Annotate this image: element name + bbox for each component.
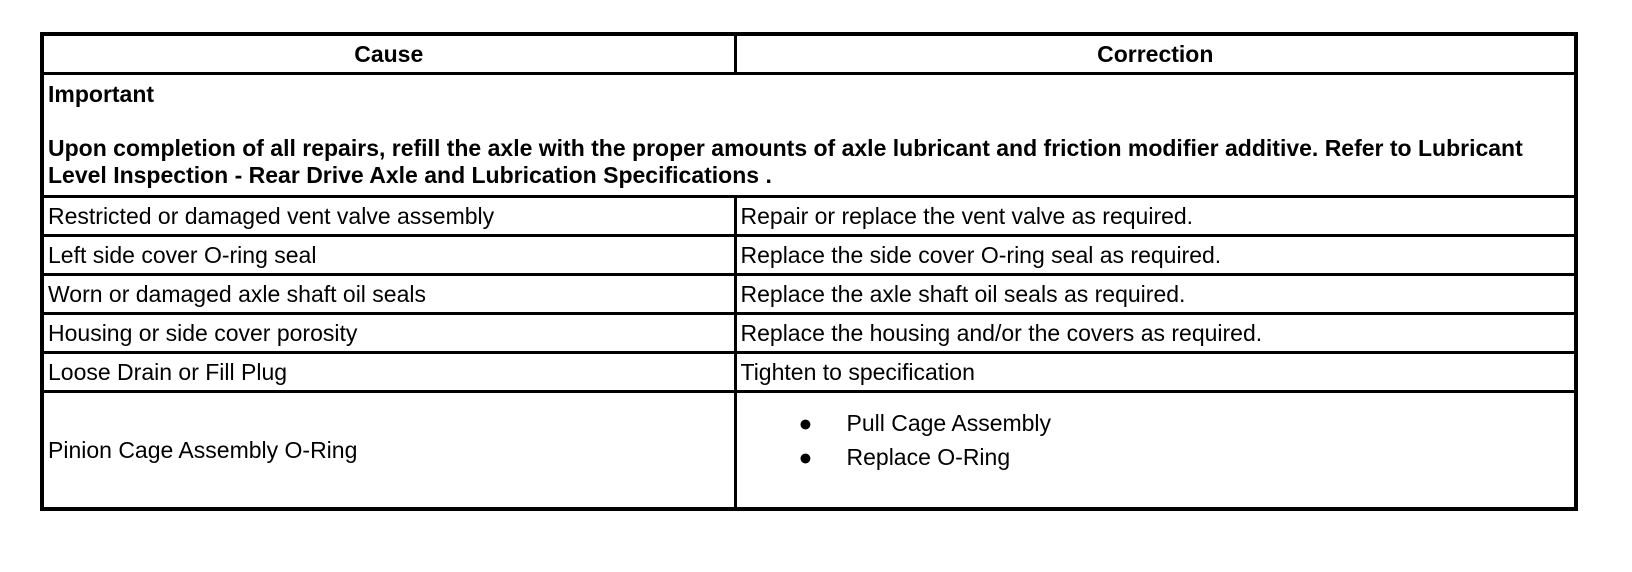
- important-note: [42, 74, 1576, 197]
- cause-cell: Left side cover O-ring seal: [42, 236, 735, 275]
- correction-cell: Repair or replace the vent valve as required.: [735, 197, 1576, 236]
- correction-steps-list: [741, 406, 1571, 494]
- table-row: [42, 197, 1576, 236]
- list-item-text: Replace O-Ring: [846, 444, 1011, 470]
- correction-cell: Replace the side cover O-ring seal as required.: [735, 236, 1576, 275]
- cause-cell: Restricted or damaged vent valve assembly: [42, 197, 735, 236]
- note-title: Important: [48, 81, 155, 107]
- header-correction: Correction: [735, 34, 1576, 74]
- header-row: [42, 34, 1576, 74]
- cause-cell: Pinion Cage Assembly O-Ring: [42, 392, 735, 510]
- correction-cell: [735, 392, 1576, 510]
- list-item: [799, 406, 1571, 440]
- correction-cell: Replace the axle shaft oil seals as required.: [735, 275, 1576, 314]
- table-row: [42, 392, 1576, 510]
- list-item-text: Pull Cage Assembly: [846, 410, 1052, 436]
- list-item: [799, 440, 1571, 474]
- cause-cell: Loose Drain or Fill Plug: [42, 353, 735, 392]
- cause-cell: Worn or damaged axle shaft oil seals: [42, 275, 735, 314]
- table-row: [42, 236, 1576, 275]
- cause-cell: Housing or side cover porosity: [42, 314, 735, 353]
- note-body: Upon completion of all repairs, refill the axle with the proper amounts of axle lubricant and friction modifier additive. Refer to Lubricant Level Inspection - Rear Drive Axle and Lubrication Specifications .: [48, 135, 1523, 188]
- diagnosis-table: [40, 32, 1578, 511]
- correction-cell: Tighten to specification: [735, 353, 1576, 392]
- bullet-dot-icon: ●: [798, 444, 813, 470]
- table-row: [42, 353, 1576, 392]
- correction-cell: Replace the housing and/or the covers as required.: [735, 314, 1576, 353]
- bullet-dot-icon: ●: [798, 410, 813, 436]
- table-row: [42, 314, 1576, 353]
- table-row: [42, 275, 1576, 314]
- note-spacer: [48, 108, 1570, 135]
- header-cause: Cause: [42, 34, 735, 74]
- note-row: [42, 74, 1576, 197]
